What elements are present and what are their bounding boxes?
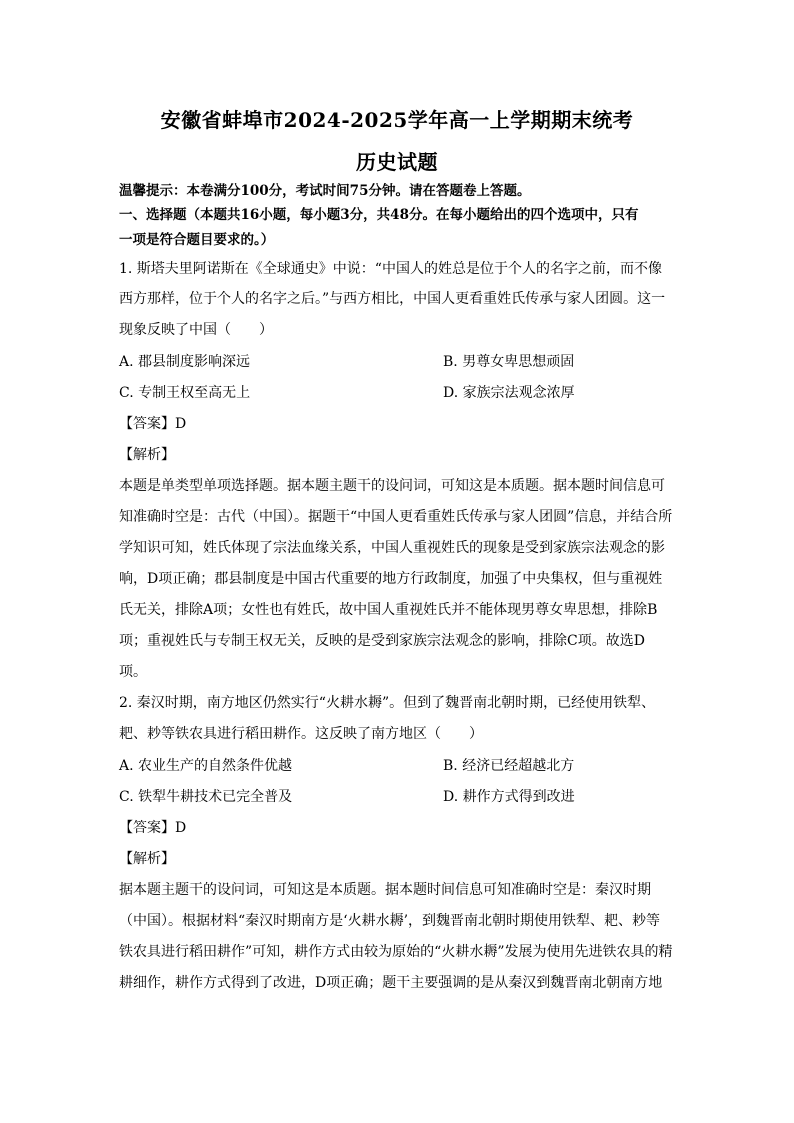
section-heading-line-1: 一、选择题（本题共16小题，每小题3分，共48分。在每小题给出的四个选项中，只有 bbox=[119, 207, 639, 223]
question-2-option-c: C. 铁犁牛耕技术已完全普及 bbox=[119, 789, 293, 805]
question-2-answer: 【答案】D bbox=[119, 820, 187, 836]
question-1-analysis-line-1: 本题是单类型单项选择题。据本题主题干的设问词，可知这是本质题。据本题时间信息可 bbox=[119, 478, 665, 494]
question-2-stem-line-2: 耙、耖等铁农具进行稻田耕作。这反映了南方地区（ ） bbox=[119, 726, 483, 742]
question-1-analysis-line-3: 学知识可知，姓氏体现了宗法血缘关系，中国人重视姓氏的现象是受到家族宗法观念的影 bbox=[119, 540, 665, 556]
document-subtitle: 历史试题 bbox=[356, 150, 438, 174]
question-2-analysis-line-1: 据本题主题干的设问词，可知这是本质题。据本题时间信息可知准确时空是：秦汉时期 bbox=[119, 882, 651, 898]
question-1-analysis-line-4: 响，D项正确；郡县制度是中国古代重要的地方行政制度，加强了中央集权，但与重视姓 bbox=[119, 571, 663, 587]
question-1-option-d: D. 家族宗法观念浓厚 bbox=[443, 385, 575, 401]
question-2-option-b: B. 经济已经超越北方 bbox=[443, 758, 575, 774]
question-2-option-d: D. 耕作方式得到改进 bbox=[443, 789, 575, 805]
question-2-analysis-label: 【解析】 bbox=[119, 851, 175, 867]
question-1-answer: 【答案】D bbox=[119, 416, 187, 432]
notice-text: 温馨提示：本卷满分100分，考试时间75分钟。请在答题卷上答题。 bbox=[119, 183, 531, 199]
question-1-analysis-line-6: 项；重视姓氏与专制王权无关，反映的是受到家族宗法观念的影响，排除C项。故选D bbox=[119, 633, 645, 649]
question-2-analysis-line-3: 铁农具进行稻田耕作”可知，耕作方式由较为原始的“火耕水耨”发展为使用先进铁农具的精 bbox=[119, 944, 673, 960]
question-1-analysis-label: 【解析】 bbox=[119, 447, 175, 463]
question-2-stem-line-1: 2. 秦汉时期，南方地区仍然实行“火耕水耨”。但到了魏晋南北朝时期，已经使用铁犁、 bbox=[119, 695, 656, 711]
document-title: 安徽省蚌埠市2024-2025学年高一上学期期末统考 bbox=[160, 108, 634, 132]
question-2-option-a: A. 农业生产的自然条件优越 bbox=[119, 758, 293, 774]
question-2-analysis-line-4: 耕细作，耕作方式得到了改进，D项正确；题干主要强调的是从秦汉到魏晋南北朝南方地 bbox=[119, 975, 663, 991]
question-1-stem-line-3: 现象反映了中国（ ） bbox=[119, 322, 273, 338]
section-heading-line-2: 一项是符合题目要求的。） bbox=[119, 232, 275, 248]
question-1-analysis-line-7: 项。 bbox=[119, 664, 147, 680]
question-1-stem-line-1: 1. 斯塔夫里阿诺斯在《全球通史》中说：“中国人的姓总是位于个人的名字之前，而不像 bbox=[119, 261, 662, 277]
question-1-option-c: C. 专制王权至高无上 bbox=[119, 385, 251, 401]
question-1-analysis-line-5: 氏无关，排除A项；女性也有姓氏，故中国人重视姓氏并不能体现男尊女卑思想，排除B bbox=[119, 602, 658, 618]
question-1-option-a: A. 郡县制度影响深远 bbox=[119, 354, 251, 370]
question-2-analysis-line-2: （中国）。根据材料“秦汉时期南方是‘火耕水耨’，到魏晋南北朝时期使用铁犁、耙、耖等 bbox=[119, 913, 661, 929]
question-1-stem-line-2: 西方那样，位于个人的名字之后。”与西方相比，中国人更看重姓氏传承与家人团圆。这一 bbox=[119, 291, 666, 307]
question-1-analysis-line-2: 知准确时空是：古代（中国）。据题干“中国人更看重姓氏传承与家人团圆”信息，并结合所 bbox=[119, 509, 673, 525]
question-1-option-b: B. 男尊女卑思想顽固 bbox=[443, 354, 575, 370]
